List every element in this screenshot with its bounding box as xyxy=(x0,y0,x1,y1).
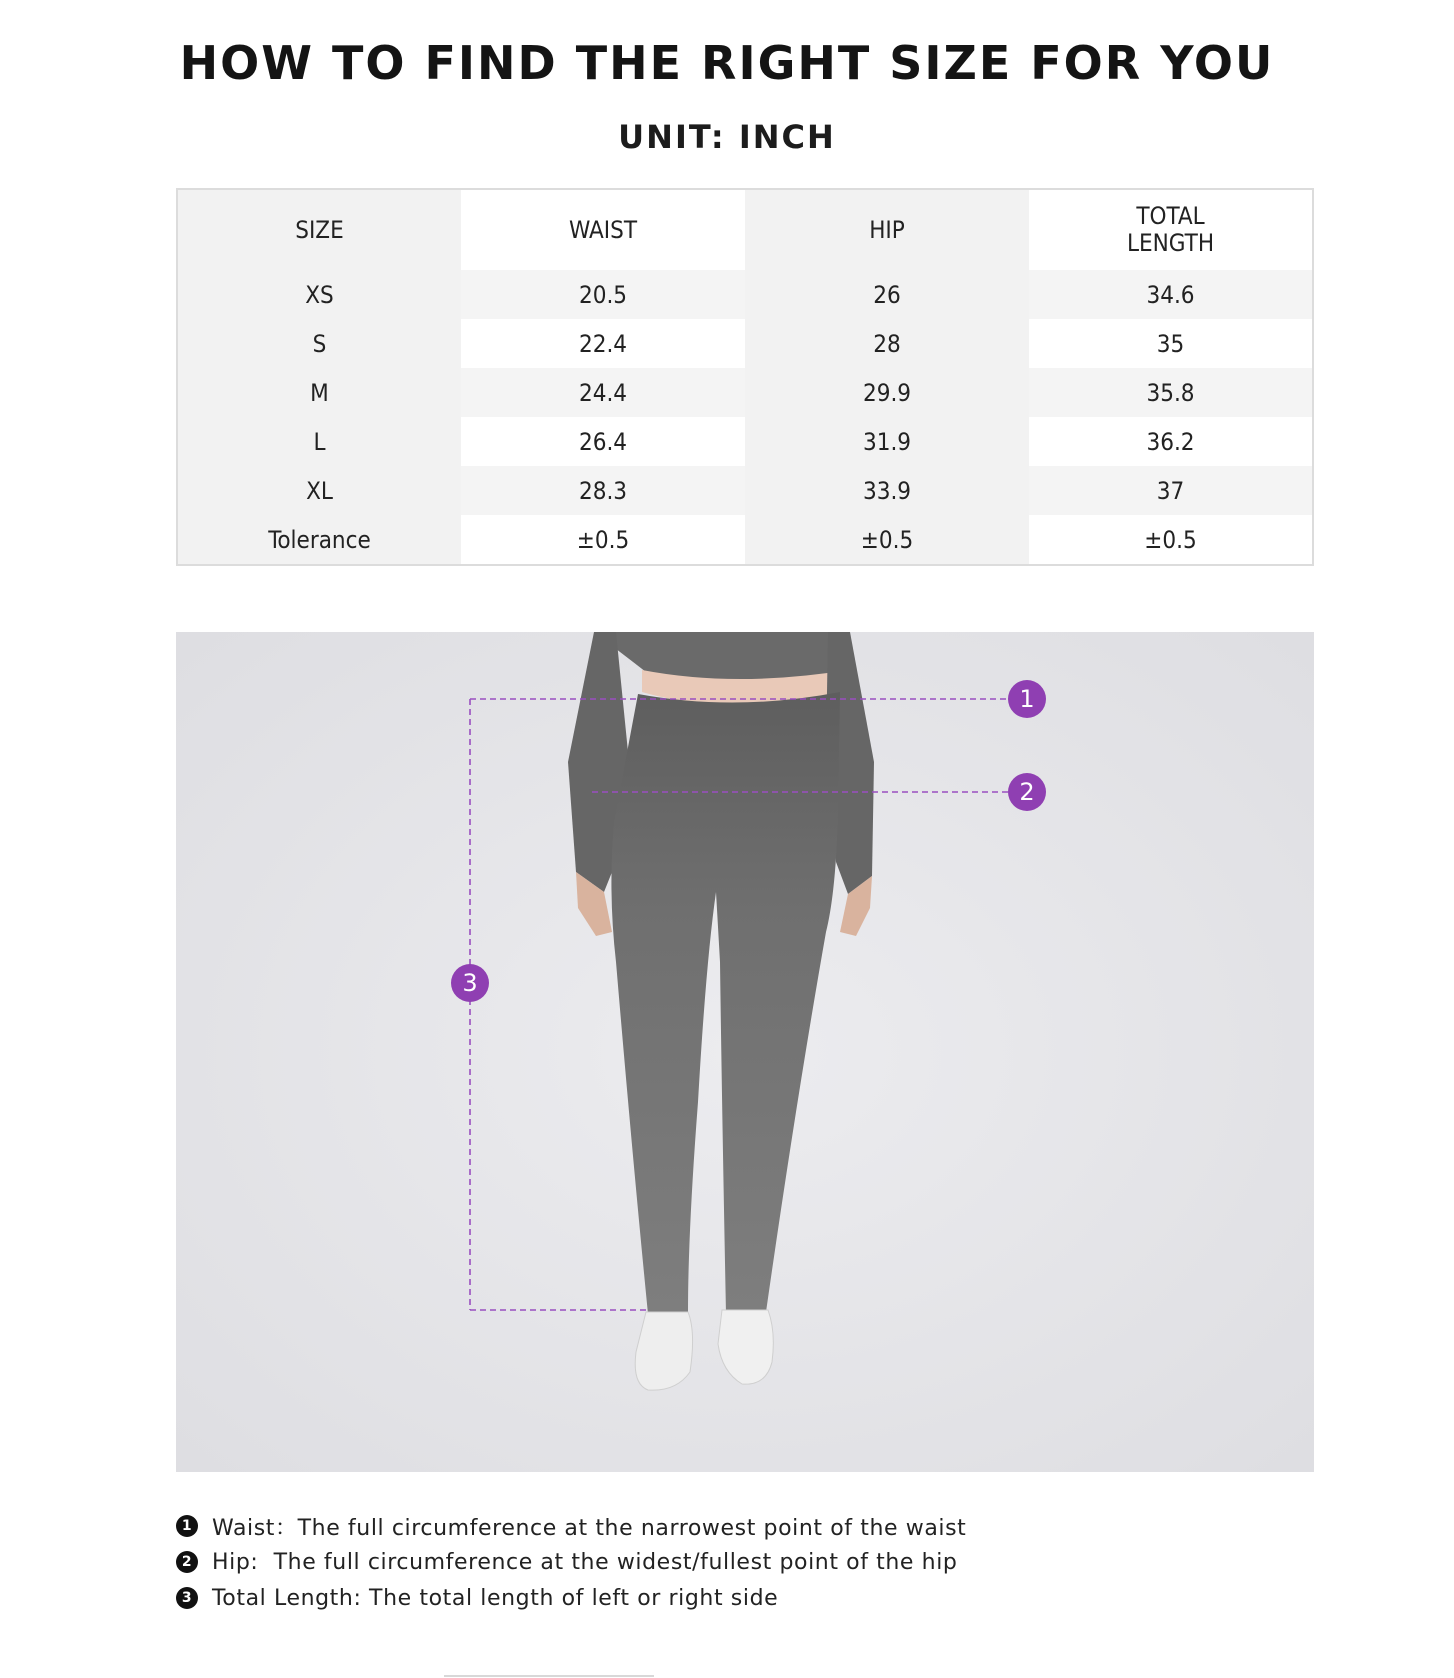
leggings-model-photo xyxy=(176,632,1314,1472)
legend-text: Total Length: The total length of left or right side xyxy=(212,1585,779,1611)
table-row xyxy=(177,417,1313,466)
cell-total-length: 35 xyxy=(1029,319,1313,368)
header-waist: WAIST xyxy=(461,189,745,270)
legend-number-icon: 3 xyxy=(176,1587,198,1609)
size-chart-table xyxy=(176,188,1314,566)
table-row xyxy=(177,466,1313,515)
measurement-legend xyxy=(176,1508,1314,1616)
cell-total-length: 35.8 xyxy=(1029,368,1313,417)
table-row xyxy=(177,368,1313,417)
cell-waist: 26.4 xyxy=(461,417,745,466)
marker-total-length: 3 xyxy=(451,964,489,1002)
header-size: SIZE xyxy=(177,189,461,270)
cell-size: L xyxy=(177,417,461,466)
left-shoe xyxy=(635,1312,692,1390)
legend-number-icon: 1 xyxy=(176,1515,198,1537)
cell-waist: ±0.5 xyxy=(461,515,745,565)
legend-item-total-length xyxy=(176,1580,1314,1616)
cell-total-length: 34.6 xyxy=(1029,270,1313,319)
table-header-row xyxy=(177,189,1313,270)
cell-size: XS xyxy=(177,270,461,319)
legend-text: Hip: The full circumference at the widest/fullest point of the hip xyxy=(212,1549,958,1575)
header-total-length: TOTAL LENGTH xyxy=(1029,189,1313,270)
cell-hip: ±0.5 xyxy=(745,515,1029,565)
cell-waist: 28.3 xyxy=(461,466,745,515)
cell-total-length: ±0.5 xyxy=(1029,515,1313,565)
table-row xyxy=(177,319,1313,368)
cell-size: Tolerance xyxy=(177,515,461,565)
legend-number-icon: 2 xyxy=(176,1551,198,1573)
legend-text: Waist：The full circumference at the narrowest point of the waist xyxy=(212,1515,967,1541)
table-row xyxy=(177,515,1313,565)
legend-item-waist xyxy=(176,1508,1314,1544)
bottom-divider xyxy=(444,1675,654,1677)
cell-total-length: 37 xyxy=(1029,466,1313,515)
cell-waist: 20.5 xyxy=(461,270,745,319)
marker-waist: 1 xyxy=(1008,680,1046,718)
cell-waist: 22.4 xyxy=(461,319,745,368)
unit-label: UNIT: INCH xyxy=(618,118,836,156)
cell-waist: 24.4 xyxy=(461,368,745,417)
cell-hip: 29.9 xyxy=(745,368,1029,417)
legend-item-hip xyxy=(176,1544,1314,1580)
marker-hip: 2 xyxy=(1008,773,1046,811)
header-hip: HIP xyxy=(745,189,1029,270)
cell-hip: 26 xyxy=(745,270,1029,319)
cell-size: XL xyxy=(177,466,461,515)
cell-total-length: 36.2 xyxy=(1029,417,1313,466)
cell-hip: 31.9 xyxy=(745,417,1029,466)
cell-size: S xyxy=(177,319,461,368)
page-title: HOW TO FIND THE RIGHT SIZE FOR YOU xyxy=(179,36,1275,90)
cell-hip: 33.9 xyxy=(745,466,1029,515)
cell-hip: 28 xyxy=(745,319,1029,368)
table-row xyxy=(177,270,1313,319)
model-illustration xyxy=(176,632,1314,1472)
cell-size: M xyxy=(177,368,461,417)
